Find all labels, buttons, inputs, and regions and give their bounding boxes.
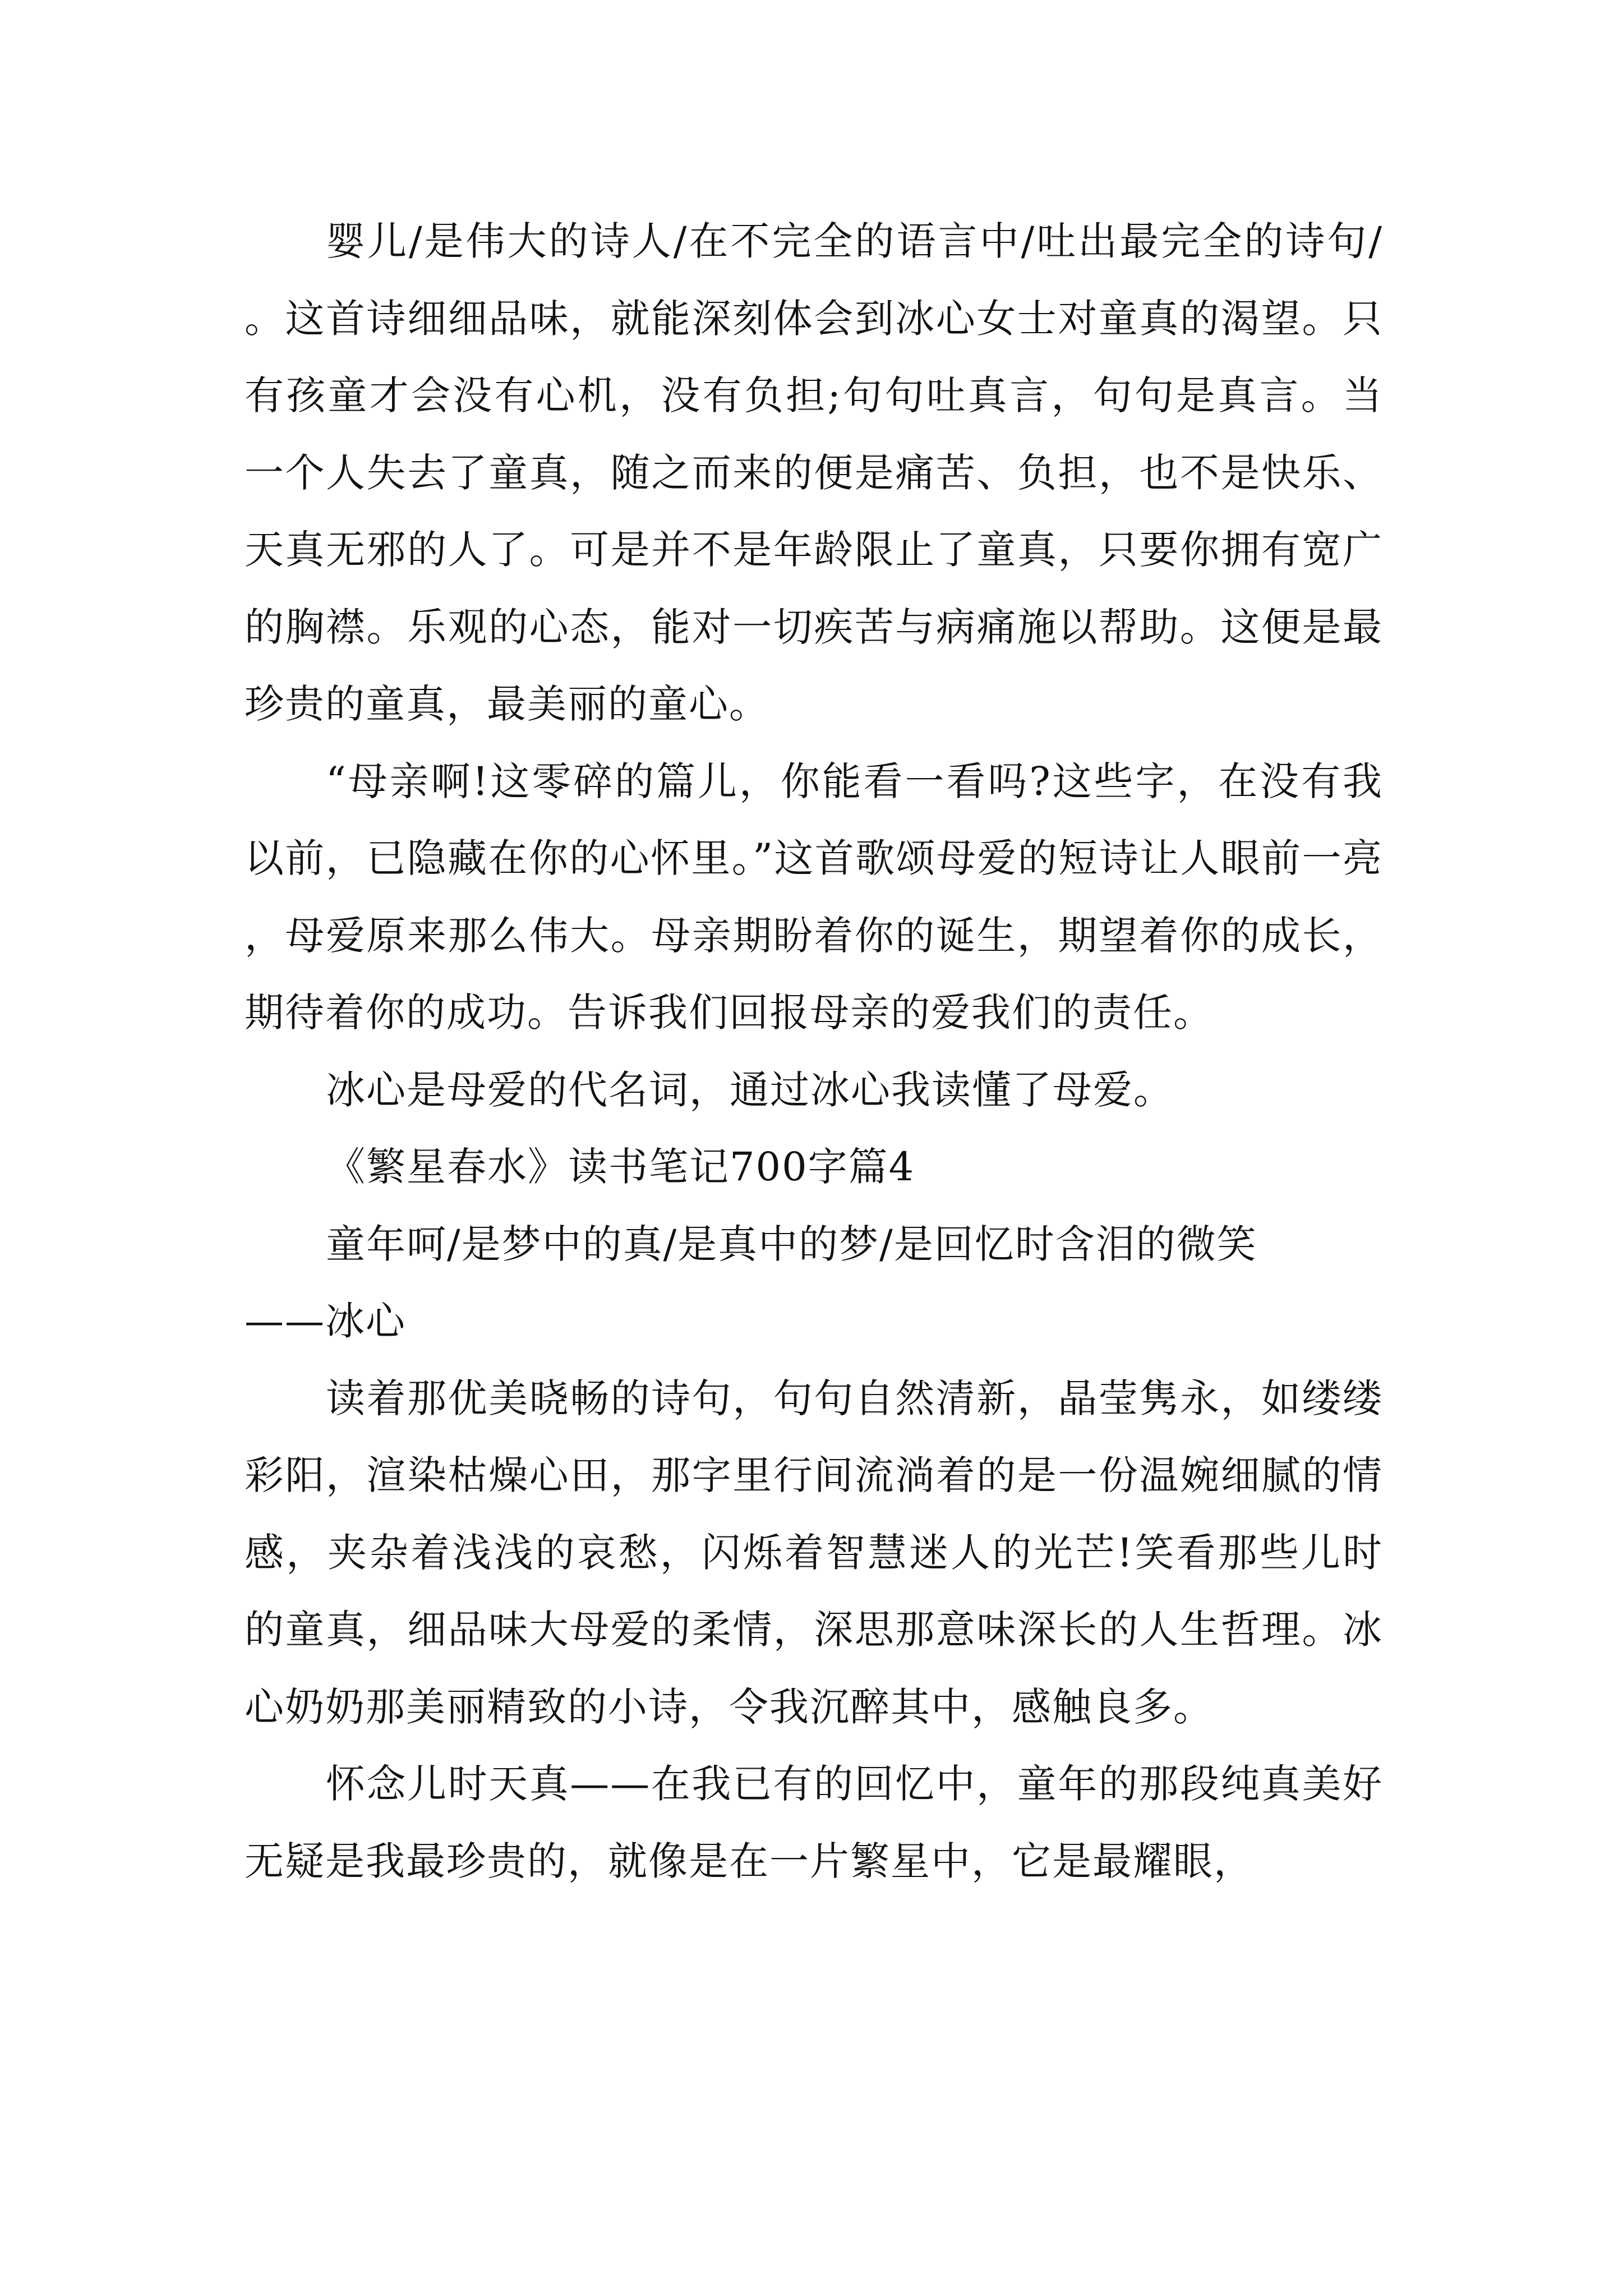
section-heading: 《繁星春水》读书笔记700字篇4	[326, 1144, 915, 1190]
poem-attribution: ——冰心	[245, 1298, 406, 1344]
paragraph-innocence: 婴儿/是伟大的诗人/在不完全的语言中/吐出最完全的诗句/。这首诗细细品味，就能深刻体会到冰心女士对童真的渴望。只有孩童才会没有心机，没有负担;句句吐真言，句句是真言。当一个人失去了童真，随之而来的便是痛苦、负担，也不是快乐、天真无邪的人了。可是并不是年龄限止了童真，只要你拥有宽广的胸襟。乐观的心态，能对一切疾苦与病痛施以帮助。这便是最珍贵的童真，最美丽的童心。	[245, 218, 1383, 727]
document-body	[245, 203, 1383, 1900]
paragraph-childhood: 怀念儿时天真——在我已有的回忆中，童年的那段纯真美好无疑是我最珍贵的，就像是在一片繁星中，它是最耀眼，	[245, 1761, 1383, 1884]
paragraph-reading: 读着那优美晓畅的诗句，句句自然清新，晶莹隽永，如缕缕彩阳，渲染枯燥心田，那字里行间流淌着的是一份温婉细腻的情感，夹杂着浅浅的哀愁，闪烁着智慧迷人的光芒!笑看那些儿时的童真，细品味大母爱的柔情，深思那意味深长的人生哲理。冰心奶奶那美丽精致的小诗，令我沉醉其中，感触良多。	[245, 1375, 1383, 1730]
paragraph-mother-love: “母亲啊!这零碎的篇儿，你能看一看吗?这些字，在没有我以前，已隐藏在你的心怀里。”这首歌颂母爱的短诗让人眼前一亮，母爱原来那么伟大。母亲期盼着你的诞生，期望着你的成长，期待着你的成功。告诉我们回报母亲的爱我们的责任。	[245, 758, 1383, 1036]
poem-quote: 童年呵/是梦中的真/是真中的梦/是回忆时含泪的微笑	[326, 1221, 1257, 1267]
paragraph-summary: 冰心是母爱的代名词，通过冰心我读懂了母爱。	[326, 1066, 1174, 1113]
